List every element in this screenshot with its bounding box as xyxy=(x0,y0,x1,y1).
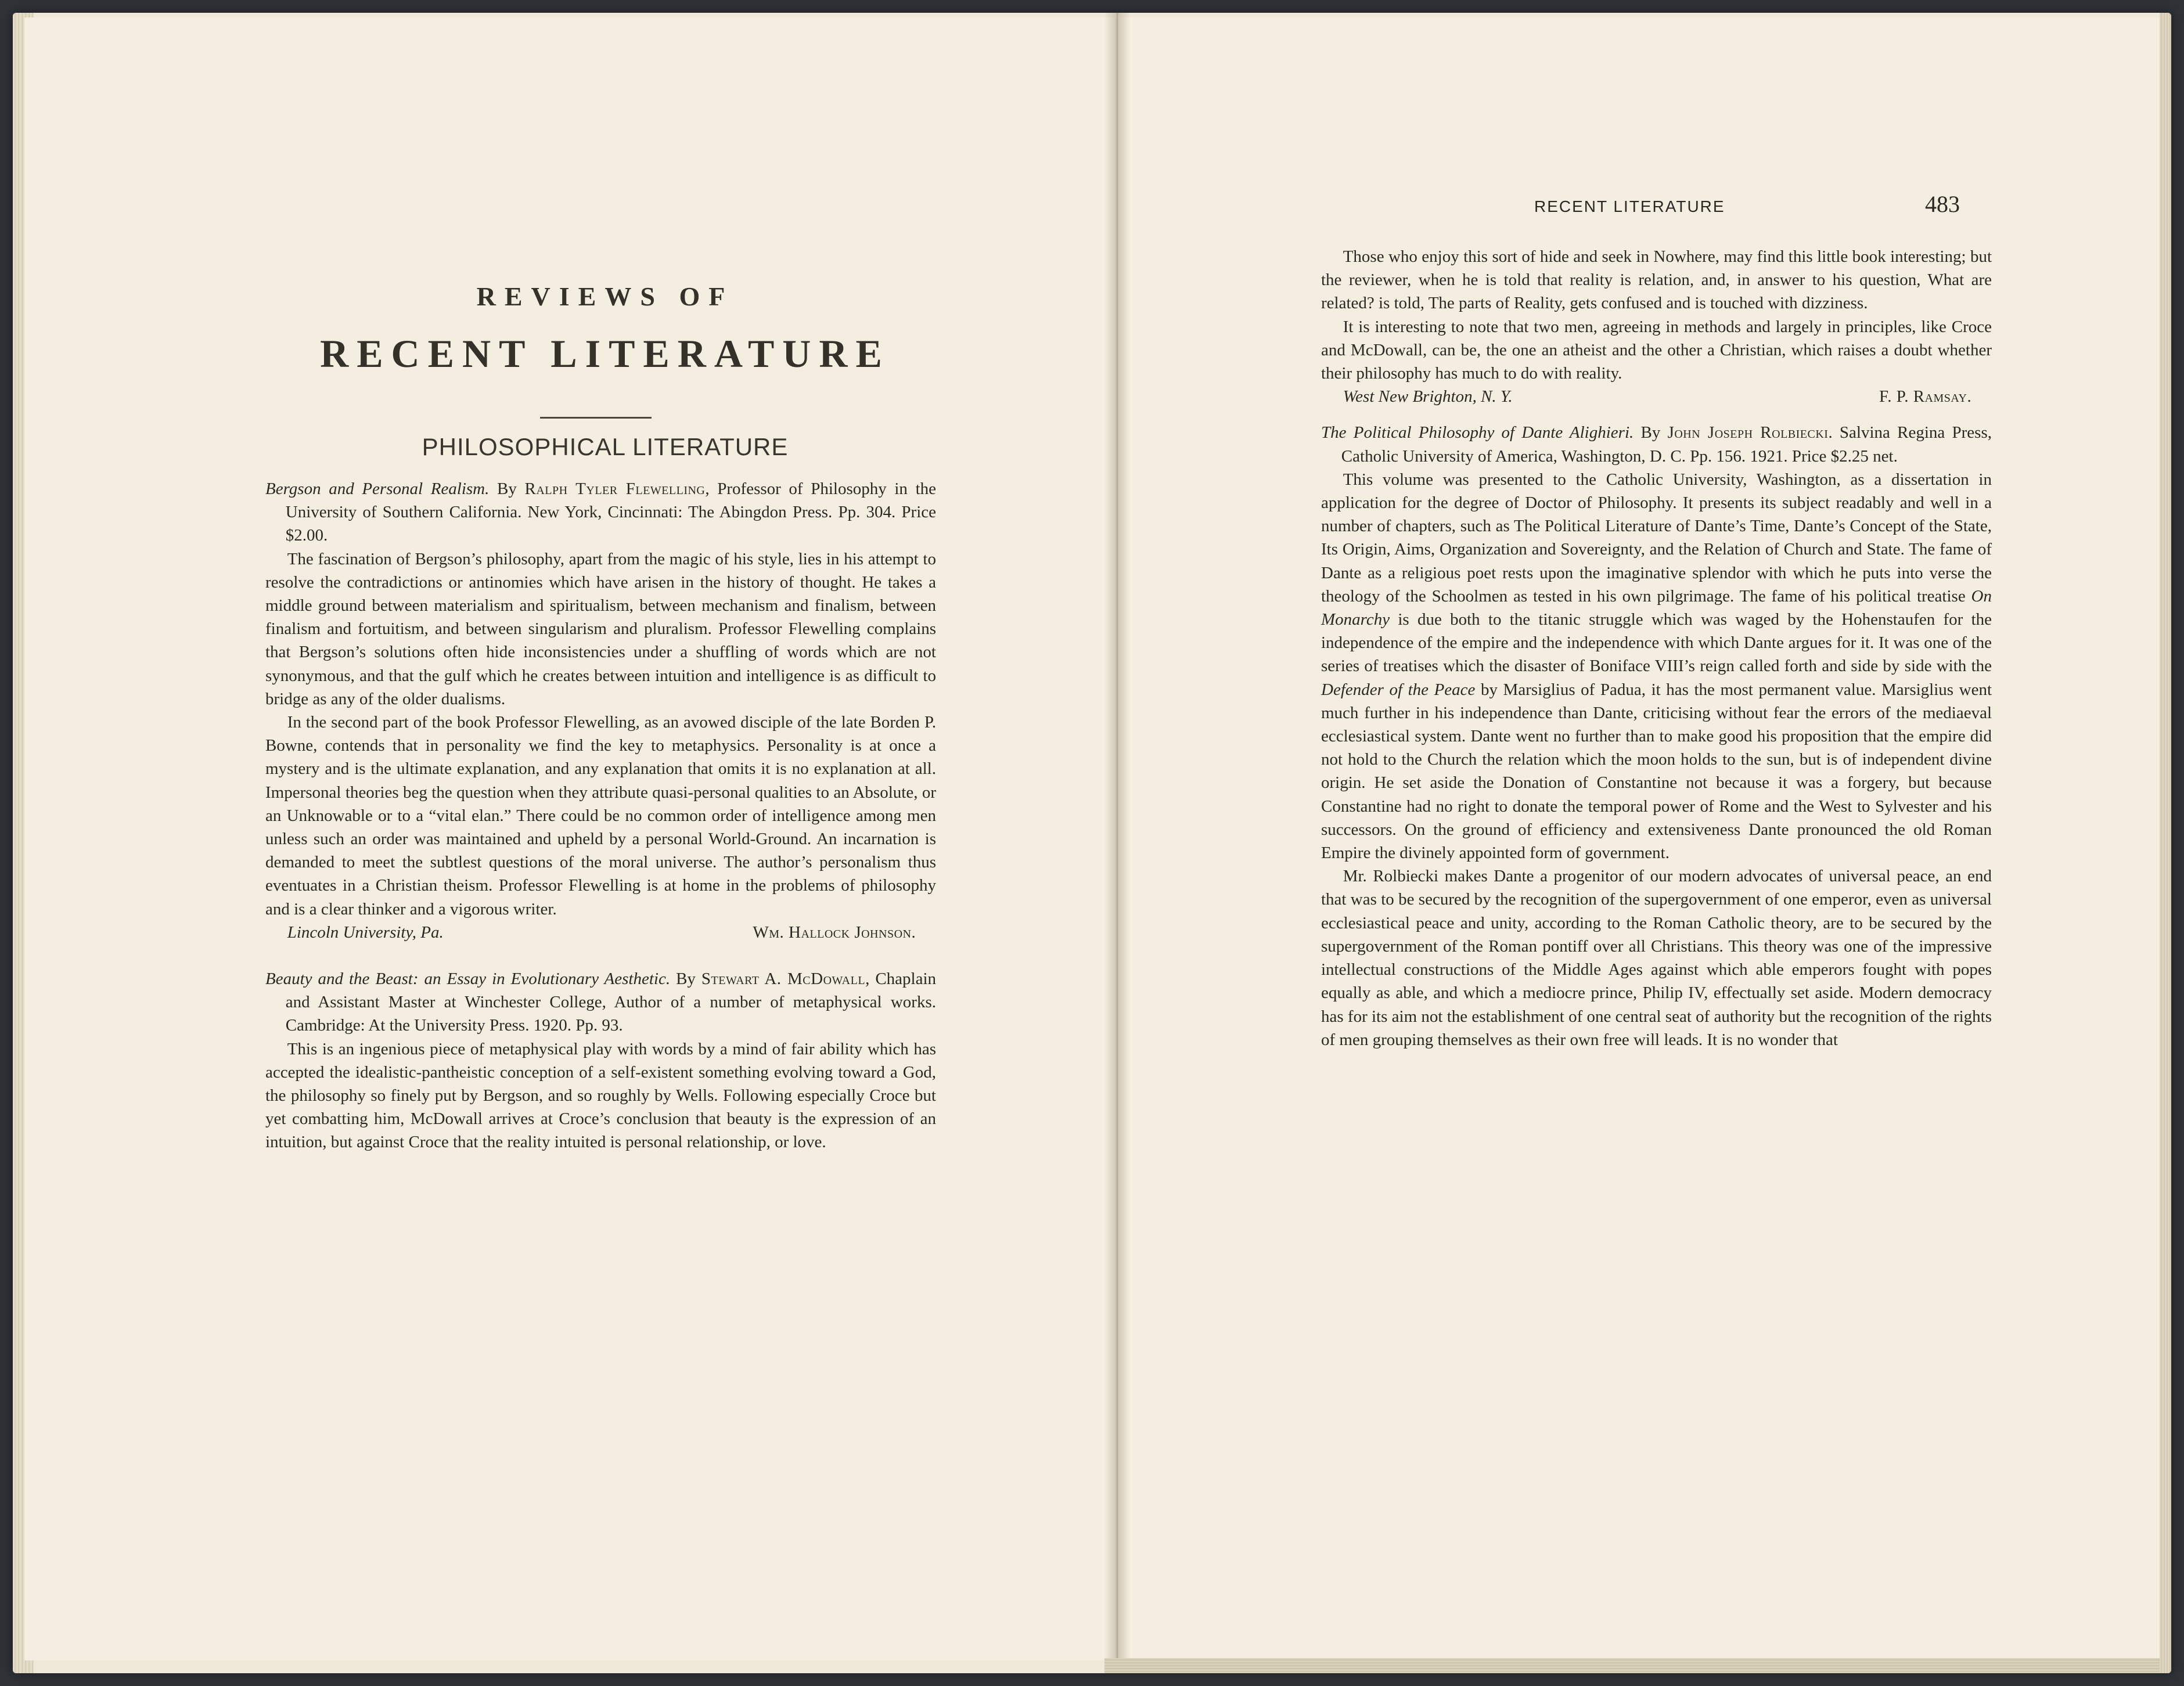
book-author: Stewart A. McDowall xyxy=(701,970,866,989)
book-gutter xyxy=(1104,13,1130,1673)
review-paragraph: This is an ingenious piece of metaphysical play with words by a mind of fair ability which has accepted the idealistic-pantheistic conception of a self-existent something evolving toward a God, the philosophy so finely put by Bergson, and so roughly by Wells. Following especially Croce but yet combatting him, McDowall arrives at Croce’s conclusion that beauty is the expression of an intuition, but against Croce that the reality intuited is personal relationship, or love. xyxy=(265,1039,936,1152)
reviewer-name: F. P. Ramsay. xyxy=(1879,387,1972,406)
book-author: Ralph Tyler Flewelling xyxy=(524,480,706,498)
review-paragraph: Those who enjoy this sort of hide and seek in Nowhere, may find this little book interesting; but the reviewer, when he is told that reality is relation, and, in answer to his question, What are related? is told, The parts of Reality, gets confused and is touched with dizziness. xyxy=(1321,247,1992,313)
page-number: 483 xyxy=(1925,191,1960,217)
title-rule xyxy=(540,417,652,419)
review-entry-bergson: Bergson and Personal Realism. By Ralph Tyler Flewelling, Professor of Philosophy in the University of Southern California. New York, Cincinnati: The Abingdon Press. Pp. 304. Price $2.00. xyxy=(265,480,936,545)
reviewer-signature xyxy=(1321,385,1992,408)
book-spread xyxy=(13,13,2171,1673)
book-title: The Political Philosophy of Dante Alighieri. xyxy=(1321,423,1634,442)
title-line-1: REVIEWS OF xyxy=(476,282,734,311)
book-details: . Salvina Regina Press, Catholic University of America, Washington, D. C. Pp. 156. 1921. Price $2.25 net. xyxy=(1341,423,1992,466)
section-heading: PHILOSOPHICAL LITERATURE xyxy=(422,433,789,460)
review-paragraph: The fascination of Bergson’s philosophy, apart from the magic of his style, lies in his attempt to resolve the contradictions or antinomies which have arisen in the history of thought. He takes a middle ground between materialism and spiritualism, between mechanism and finalism, between finalism and fortuitism, and between singularism and pluralism. Professor Flewelling complains that Bergson’s solutions often hide inconsistencies under a shuffling of words which are not synonymous, and that the gulf which he creates between intuition and intelligence is as difficult to bridge as any of the older dualisms. xyxy=(265,549,936,708)
italic-title: On Monarchy xyxy=(1321,586,1992,629)
review-entry-dante: The Political Philosophy of Dante Alighieri. By John Joseph Rolbiecki. Salvina Regina Press, Catholic University of America, Washington, D. C. Pp. 156. 1921. Price $2.25 net. xyxy=(1321,423,1992,466)
left-column xyxy=(265,477,936,1154)
title-line-2: RECENT LITERATURE xyxy=(320,332,890,376)
review-entry-beauty: Beauty and the Beast: an Essay in Evolutionary Aesthetic. By Stewart A. McDowall, Chaplain and Assistant Master at Winchester College, Author of a number of metaphysical works. Cambridge: At the University Press. 1920. Pp. 93. xyxy=(265,970,937,1035)
right-column xyxy=(1321,245,1992,1051)
reviewer-name: Wm. Hallock Johnson. xyxy=(753,923,916,942)
reviewer-place: West New Brighton, N. Y. xyxy=(1343,387,1513,406)
page-edges-bottom xyxy=(1104,1658,2171,1673)
reviewer-place: Lincoln University, Pa. xyxy=(287,923,444,942)
running-head: RECENT LITERATURE xyxy=(1534,197,1725,215)
review-paragraph: Mr. Rolbiecki makes Dante a progenitor of our modern advocates of universal peace, an end that was to be secured by the recognition of the supergovernment of one emperor, even as universal ecclesiastical peace and unity, according to the Roman Catholic theory, are to be secured by the supergovernment of the Roman pontiff over all Christians. This theory was one of the impressive intellectual constructions of the Middle Ages against which able emperors fought with popes equally as able, and which a mediocre prince, Philip IV, effectually set aside. Modern democracy has for its aim not the establishment of one central seat of authority but the recognition of the rights of men grouping themselves as their own free will leads. It is no wonder that xyxy=(1321,867,1992,1049)
review-paragraph: It is interesting to note that two men, agreeing in methods and largely in principles, like Croce and McDowall, can be, the one an atheist and the other a Christian, which raises a doubt whether their philosophy has much to do with reality. xyxy=(1321,317,1992,383)
book-title: Beauty and the Beast: an Essay in Evolutionary Aesthetic. xyxy=(265,970,671,989)
page-edges-right xyxy=(2160,13,2171,1673)
book-details: , Professor of Philosophy in the University of Southern California. New York, Cincinnati: The Abingdon Press. Pp. 304. Price $2.00. xyxy=(285,480,936,545)
review-paragraph: In the second part of the book Professor Flewelling, as an avowed disciple of the late Borden P. Bowne, contends that in personality we find the key to metaphysics. Personality is at once a mystery and is the ultimate explanation, and any explanation that omits it is no explanation at all. Impersonal theories beg the question when they attribute quasi-personal qualities to an Absolute, or an Unknowable or to a “vital elan.” There could be no common order of intelligence among men unless such an order was maintained and upheld by a personal World-Ground. An incarnation is demanded to meet the subtlest questions of the moral universe. The author’s personalism thus eventuates in a Christian theism. Professor Flewelling is at home in the problems of philosophy and is a clear thinker and a vigorous writer. xyxy=(265,713,936,918)
italic-title: Defender of the Peace xyxy=(1321,680,1476,699)
review-paragraph: This volume was presented to the Catholic University, Washington, as a dissertation in application for the degree of Doctor of Philosophy. It presents its subject readably and well in a number of chapters, such as The Political Literature of Dante’s Time, Dante’s Concept of the State, Its Origin, Aims, Organization and Sovereignty, and the Relation of Church and State. The fame of Dante as a religious poet rests upon the imaginative splendor with which he puts into verse the theology of the Schoolmen as tested in his own pilgrimage. The fame of his political treatise On Monarchy is due both to the titanic struggle which was waged by the Hohenstaufen for the independence of the empire and the independence with which Dante argues for it. It was one of the series of treatises which the disaster of Boniface VIII’s reign called forth and side by side with the Defender of the Peace by Marsiglius of Padua, it has the most permanent value. Marsiglius went much further in his independence than Dante, criticising without fear the errors of the mediaeval ecclesiastical system. Dante went no further than to make good his proposition that the empire did not hold to the Church the relation which the moon holds to the sun, but is of independent divine origin. He set aside the Donation of Constantine not because it was a forgery, but because Constantine had no right to donate the temporal power of Rome and the West to Sylvester and his successors. On the ground of efficiency and extensiveness Dante pronounced the old Roman Empire the divinely appointed form of government. xyxy=(1321,470,1992,863)
book-author: John Joseph Rolbiecki xyxy=(1667,423,1829,442)
reviewer-signature xyxy=(265,921,936,944)
book-title: Bergson and Personal Realism. xyxy=(265,480,490,498)
book-details: , Chaplain and Assistant Master at Winchester College, Author of a number of metaphysical works. Cambridge: At the University Press. 1920. Pp. 93. xyxy=(285,970,937,1035)
